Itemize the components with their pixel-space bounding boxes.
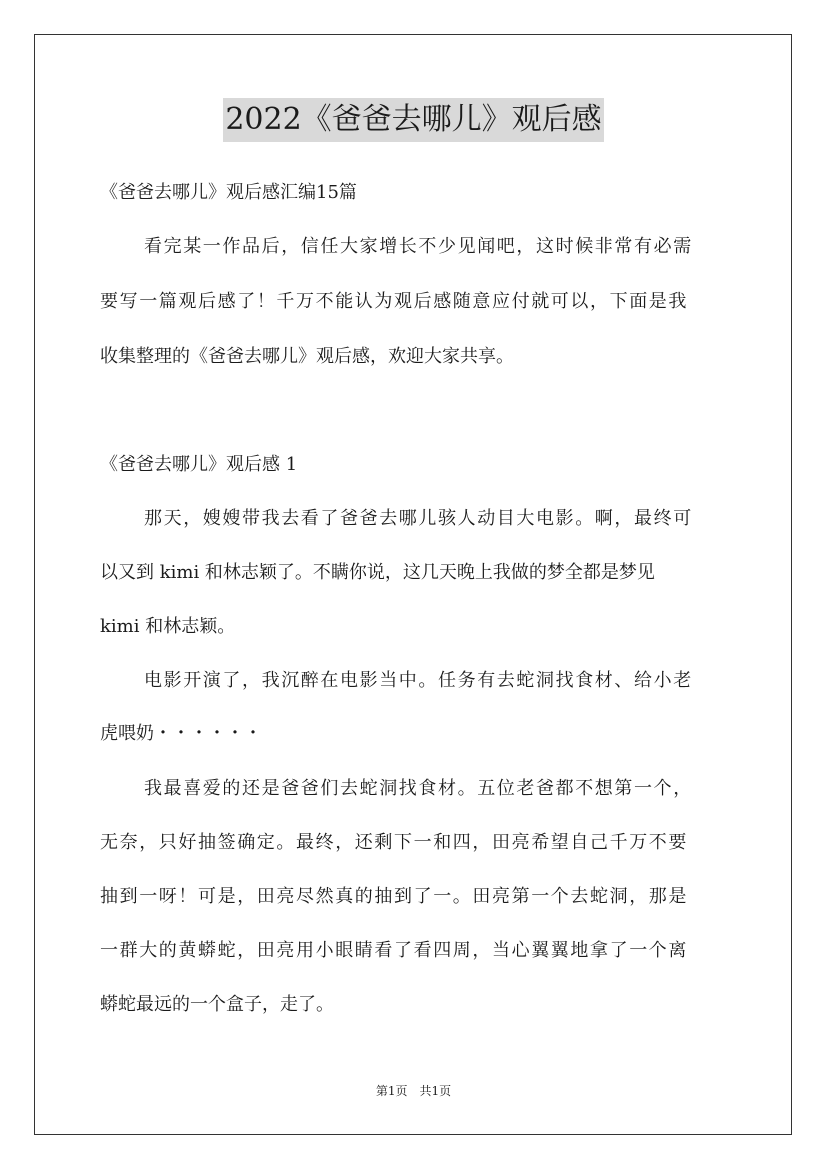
- paragraph-line: 虎喂奶・・・・・・: [100, 723, 262, 744]
- paragraph-line: 那天，嫂嫂带我去看了爸爸去哪儿骇人动目大电影。啊，最终可: [144, 508, 693, 529]
- intro-line: 看完某一作品后，信任大家增长不少见闻吧，这时候非常有必需: [144, 236, 693, 257]
- page-title: 2022《爸爸去哪儿》观后感: [223, 98, 603, 142]
- intro-line: 要写一篇观后感了！千万不能认为观后感随意应付就可以，下面是我: [100, 291, 688, 312]
- paragraph-line: 电影开演了，我沉醉在电影当中。任务有去蛇洞找食材、给小老: [144, 670, 693, 691]
- paragraph-line: 一群大的黄蟒蛇，田亮用小眼睛看了看四周，当心翼翼地拿了一个离: [100, 940, 688, 961]
- paragraph-line: kimi 和林志颖。: [100, 616, 236, 637]
- paragraph-line: 抽到一呀！可是，田亮尽然真的抽到了一。田亮第一个去蛇洞，那是: [100, 886, 688, 907]
- paragraph-line: 无奈，只好抽签确定。最终，还剩下一和四，田亮希望自己千万不要: [100, 832, 688, 853]
- document-subtitle: 《爸爸去哪儿》观后感汇编15篇: [100, 182, 357, 203]
- paragraph-line: 以又到 kimi 和林志颖了。不瞒你说，这几天晚上我做的梦全都是梦见: [100, 562, 655, 583]
- paragraph-line: 我最喜爱的还是爸爸们去蛇洞找食材。五位老爸都不想第一个，: [144, 778, 693, 799]
- paragraph-line: 蟒蛇最远的一个盒子，走了。: [100, 994, 334, 1015]
- page-number-footer: 第1页 共1页: [375, 1084, 452, 1098]
- section-heading: 《爸爸去哪儿》观后感 1: [100, 454, 298, 475]
- intro-line: 收集整理的《爸爸去哪儿》观后感，欢迎大家共享。: [100, 346, 514, 367]
- title-container: [0, 98, 827, 142]
